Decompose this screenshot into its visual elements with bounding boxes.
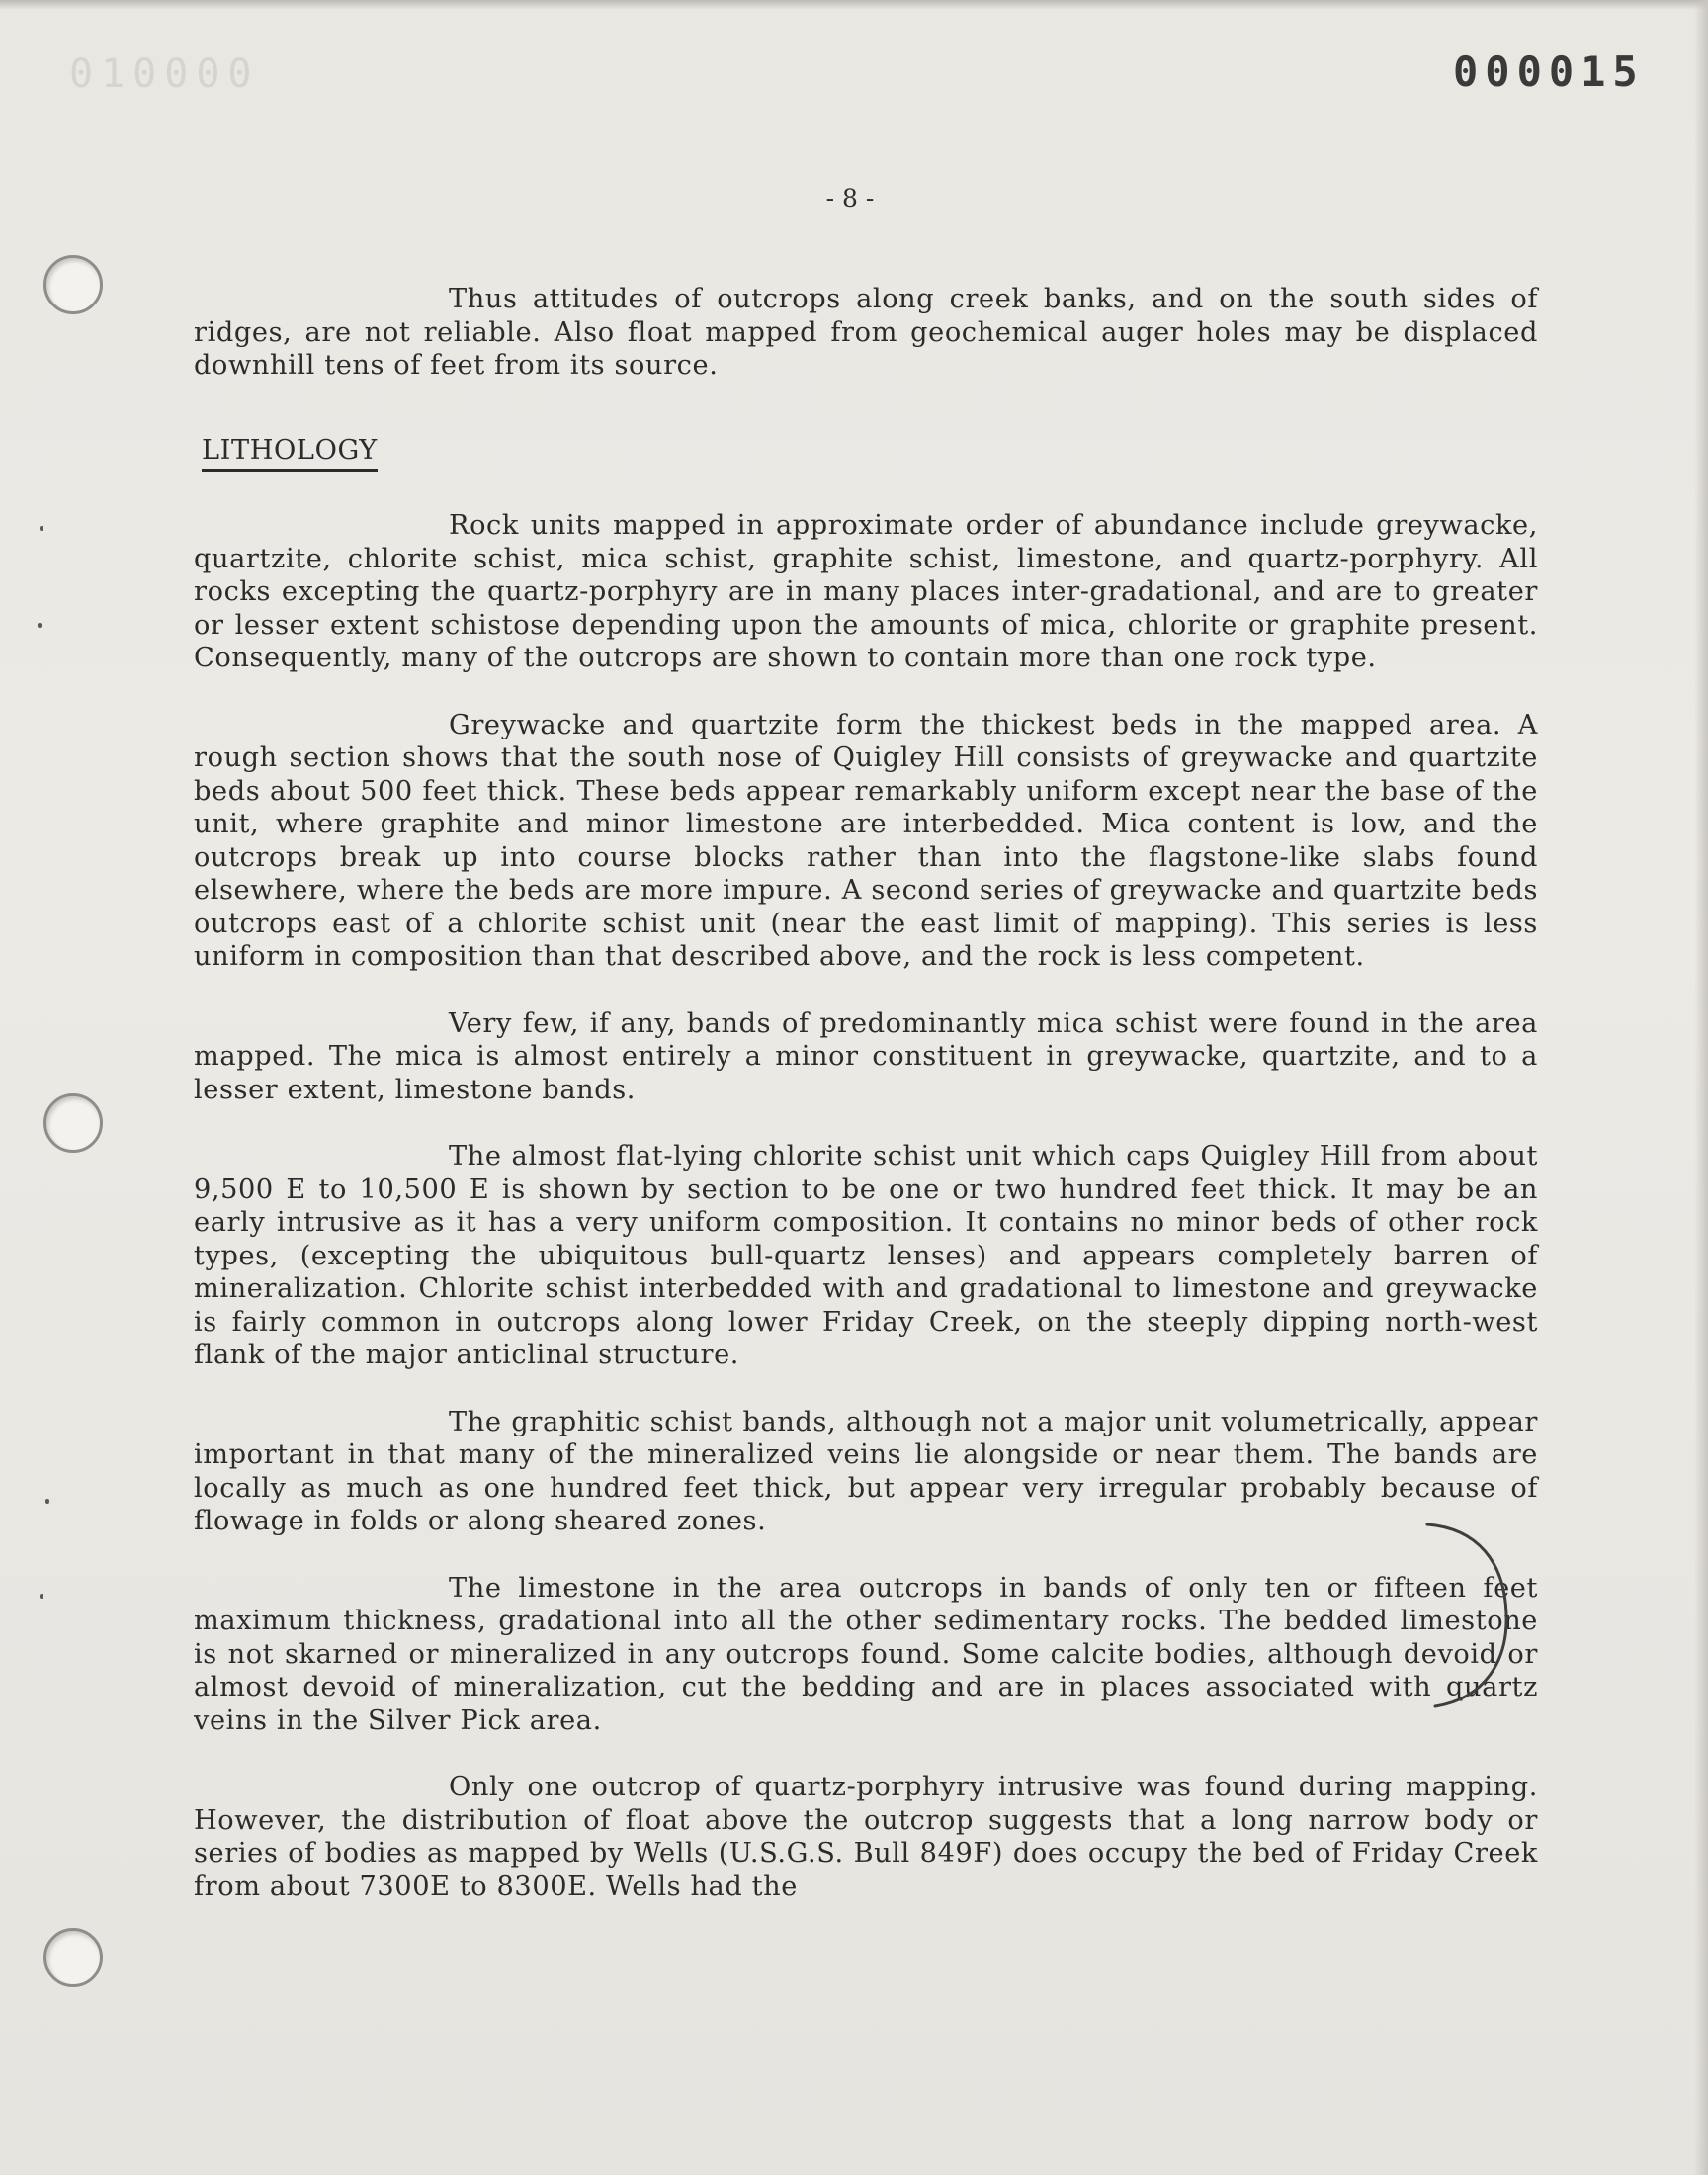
paragraph: Thus attitudes of outcrops along creek banks, and on the south sides of ridges, are not reliable. Also float mapped from geochemical auger holes may be displaced downhill tens of feet from its source. <box>194 284 1538 381</box>
margin-speck <box>40 1594 43 1599</box>
paragraph: The graphitic schist bands, although not a major unit volumetrically, appear important in that many of the mineralized veins lie alongside or near them. The bands are locally as much as one hundred feet thick, but appear very irregular probably because of flowage in folds or along sheared zones. <box>194 1406 1538 1536</box>
paragraph: The almost flat-lying chlorite schist unit which caps Quigley Hill from about 9,500 E to 10,500 E is shown by section to be one or two hundred feet thick. It may be an early intrusive as it has a very uniform composition. It contains no minor beds of other rock types, (excepting the ubiquitous bull-quartz lenses) and appears completely barren of mineralization. Chlorite schist interbedded with and gradational to limestone and greywacke is fairly common in outcrops along lower Friday Creek, on the steeply dipping north-west flank of the major anticlinal structure. <box>194 1141 1538 1370</box>
margin-speck <box>38 623 42 628</box>
section-heading: LITHOLOGY <box>202 434 378 473</box>
handwritten-bracket-mark <box>1423 1522 1512 1710</box>
page-number: - 8 - <box>825 184 875 213</box>
margin-speck <box>40 526 43 531</box>
paragraph: Only one outcrop of quartz-porphyry intrusive was found during mapping. However, the distribution of float above the outcrop suggests that a long narrow body or series of bodies as mapped by Wells (U.S.G.S. Bull 849F) does occupy the bed of Friday Creek from about 7300E to 8300E. Wells had the <box>194 1772 1538 1902</box>
binder-hole-middle <box>43 1093 103 1153</box>
paragraph: Rock units mapped in approximate order of abundance include greywacke, quartzite, chlorite schist, mica schist, graphite schist, limestone, and quartz-porphyry. All rocks excepting the quartz-porphyry are in many places inter-gradational, and are to greater or lesser extent schistose depending upon the amounts of mica, chlorite or graphite present. Consequently, many of the outcrops are shown to contain more than one rock type. <box>194 510 1538 673</box>
binder-hole-bottom <box>43 1928 103 1987</box>
document-body <box>194 283 1538 1937</box>
paragraph: Greywacke and quartzite form the thickest beds in the mapped area. A rough section shows that the south nose of Quigley Hill consists of greywacke and quartzite beds about 500 feet thick. These beds appear remarkably uniform except near the base of the unit, where graphite and minor limestone are interbedded. Mica content is low, and the outcrops break up into course blocks rather than into the flagstone-like slabs found elsewhere, where the beds are more impure. A second series of greywacke and quartzite beds outcrops east of a chlorite schist unit (near the east limit of mapping). This series is less uniform in composition than that described above, and the rock is less competent. <box>194 709 1538 972</box>
margin-speck <box>45 1499 49 1504</box>
binder-hole-top <box>43 255 103 314</box>
document-number: 000015 <box>1453 47 1645 96</box>
paragraph: Very few, if any, bands of predominantly mica schist were found in the area mapped. The mica is almost entirely a minor constituent in greywacke, quartzite, and to a lesser extent, limestone bands. <box>194 1007 1538 1105</box>
paragraph: The limestone in the area outcrops in bands of only ten or fifteen feet maximum thickness, gradational into all the other sedimentary rocks. The bedded limestone is not skarned or mineralized in any outcrops found. Some calcite bodies, although devoid or almost devoid of mineralization, cut the bedding and are in places associated with quartz veins in the Silver Pick area. <box>194 1572 1538 1736</box>
bleed-through-number: 010000 <box>69 51 260 97</box>
